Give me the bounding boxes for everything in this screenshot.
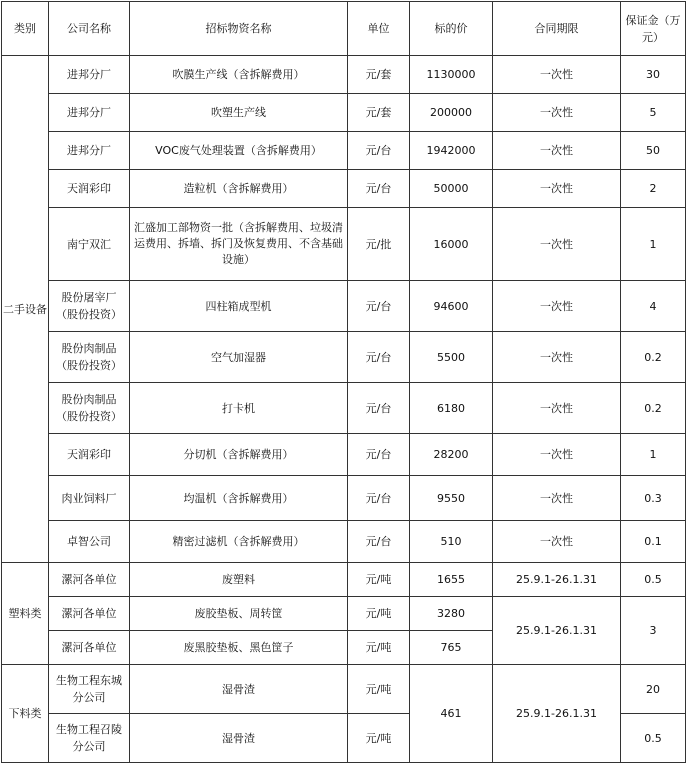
item-cell: 吹膜生产线（含拆解费用）	[130, 56, 348, 94]
item-cell: 湿骨渣	[130, 714, 348, 763]
item-cell: 空气加湿器	[130, 332, 348, 383]
deposit-cell: 0.3	[621, 476, 686, 521]
price-cell: 510	[410, 521, 493, 563]
period-cell: 25.9.1-26.1.31	[493, 597, 621, 665]
item-cell: 精密过滤机（含拆解费用）	[130, 521, 348, 563]
unit-cell: 元/吨	[348, 714, 410, 763]
table-row	[2, 208, 686, 281]
deposit-cell: 0.5	[621, 563, 686, 597]
period-cell: 一次性	[493, 94, 621, 132]
price-cell: 16000	[410, 208, 493, 281]
item-cell: 废胶垫板、周转筐	[130, 597, 348, 631]
period-cell: 一次性	[493, 281, 621, 332]
header-unit: 单位	[348, 2, 410, 56]
period-cell: 一次性	[493, 383, 621, 434]
deposit-cell: 3	[621, 597, 686, 665]
table-row	[2, 281, 686, 332]
price-cell: 6180	[410, 383, 493, 434]
period-cell: 一次性	[493, 434, 621, 476]
item-cell: 废黑胶垫板、黑色筐子	[130, 631, 348, 665]
period-cell: 一次性	[493, 476, 621, 521]
period-cell: 25.9.1-26.1.31	[493, 665, 621, 763]
table-row	[2, 383, 686, 434]
bid-table	[1, 1, 686, 763]
company-cell: 漯河各单位	[49, 597, 130, 631]
unit-cell: 元/吨	[348, 665, 410, 714]
item-cell: 湿骨渣	[130, 665, 348, 714]
table-row	[2, 665, 686, 714]
deposit-cell: 0.2	[621, 332, 686, 383]
header-price: 标的价	[410, 2, 493, 56]
unit-cell: 元/吨	[348, 597, 410, 631]
deposit-cell: 30	[621, 56, 686, 94]
company-cell: 天润彩印	[49, 170, 130, 208]
company-cell: 股份屠宰厂（股份投资）	[49, 281, 130, 332]
price-cell: 9550	[410, 476, 493, 521]
unit-cell: 元/吨	[348, 563, 410, 597]
item-cell: 打卡机	[130, 383, 348, 434]
unit-cell: 元/台	[348, 170, 410, 208]
price-cell: 200000	[410, 94, 493, 132]
category-cell: 二手设备	[2, 56, 49, 563]
table-row	[2, 476, 686, 521]
price-cell: 765	[410, 631, 493, 665]
company-cell: 进邦分厂	[49, 132, 130, 170]
period-cell: 一次性	[493, 132, 621, 170]
table-row	[2, 94, 686, 132]
item-cell: 吹塑生产线	[130, 94, 348, 132]
header-company: 公司名称	[49, 2, 130, 56]
company-cell: 南宁双汇	[49, 208, 130, 281]
deposit-cell: 0.2	[621, 383, 686, 434]
company-cell: 天润彩印	[49, 434, 130, 476]
price-cell: 1942000	[410, 132, 493, 170]
table-row	[2, 170, 686, 208]
table-row	[2, 332, 686, 383]
item-cell: 分切机（含拆解费用）	[130, 434, 348, 476]
unit-cell: 元/台	[348, 521, 410, 563]
table-row	[2, 563, 686, 597]
company-cell: 卓智公司	[49, 521, 130, 563]
category-cell: 下料类	[2, 665, 49, 763]
table-row	[2, 132, 686, 170]
deposit-cell: 5	[621, 94, 686, 132]
company-cell: 生物工程召陵分公司	[49, 714, 130, 763]
table-row	[2, 434, 686, 476]
deposit-cell: 0.5	[621, 714, 686, 763]
price-cell: 3280	[410, 597, 493, 631]
unit-cell: 元/吨	[348, 631, 410, 665]
deposit-cell: 4	[621, 281, 686, 332]
unit-cell: 元/台	[348, 434, 410, 476]
deposit-cell: 20	[621, 665, 686, 714]
period-cell: 一次性	[493, 56, 621, 94]
unit-cell: 元/台	[348, 281, 410, 332]
deposit-cell: 2	[621, 170, 686, 208]
header-row	[2, 2, 686, 56]
category-cell: 塑料类	[2, 563, 49, 665]
price-cell: 461	[410, 665, 493, 763]
company-cell: 漯河各单位	[49, 631, 130, 665]
price-cell: 94600	[410, 281, 493, 332]
company-cell: 漯河各单位	[49, 563, 130, 597]
company-cell: 进邦分厂	[49, 94, 130, 132]
price-cell: 5500	[410, 332, 493, 383]
unit-cell: 元/台	[348, 332, 410, 383]
unit-cell: 元/台	[348, 476, 410, 521]
period-cell: 一次性	[493, 521, 621, 563]
deposit-cell: 1	[621, 208, 686, 281]
unit-cell: 元/套	[348, 56, 410, 94]
item-cell: VOC废气处理装置（含拆解费用）	[130, 132, 348, 170]
header-item: 招标物资名称	[130, 2, 348, 56]
price-cell: 1655	[410, 563, 493, 597]
unit-cell: 元/批	[348, 208, 410, 281]
price-cell: 50000	[410, 170, 493, 208]
header-deposit: 保证金（万元）	[621, 2, 686, 56]
price-cell: 28200	[410, 434, 493, 476]
unit-cell: 元/套	[348, 94, 410, 132]
company-cell: 生物工程东城分公司	[49, 665, 130, 714]
unit-cell: 元/台	[348, 383, 410, 434]
price-cell: 1130000	[410, 56, 493, 94]
company-cell: 股份肉制品（股份投资）	[49, 332, 130, 383]
deposit-cell: 1	[621, 434, 686, 476]
period-cell: 一次性	[493, 170, 621, 208]
table-row	[2, 56, 686, 94]
item-cell: 废塑料	[130, 563, 348, 597]
period-cell: 一次性	[493, 332, 621, 383]
item-cell: 四柱箱成型机	[130, 281, 348, 332]
header-period: 合同期限	[493, 2, 621, 56]
item-cell: 均温机（含拆解费用）	[130, 476, 348, 521]
unit-cell: 元/台	[348, 132, 410, 170]
period-cell: 25.9.1-26.1.31	[493, 563, 621, 597]
table-row	[2, 521, 686, 563]
item-cell: 汇盛加工部物资一批（含拆解费用、垃圾清运费用、拆墙、拆门及恢复费用、不含基础设施）	[130, 208, 348, 281]
company-cell: 肉业饲料厂	[49, 476, 130, 521]
company-cell: 股份肉制品（股份投资）	[49, 383, 130, 434]
item-cell: 造粒机（含拆解费用）	[130, 170, 348, 208]
deposit-cell: 0.1	[621, 521, 686, 563]
period-cell: 一次性	[493, 208, 621, 281]
company-cell: 进邦分厂	[49, 56, 130, 94]
table-row	[2, 597, 686, 631]
header-category: 类别	[2, 2, 49, 56]
deposit-cell: 50	[621, 132, 686, 170]
